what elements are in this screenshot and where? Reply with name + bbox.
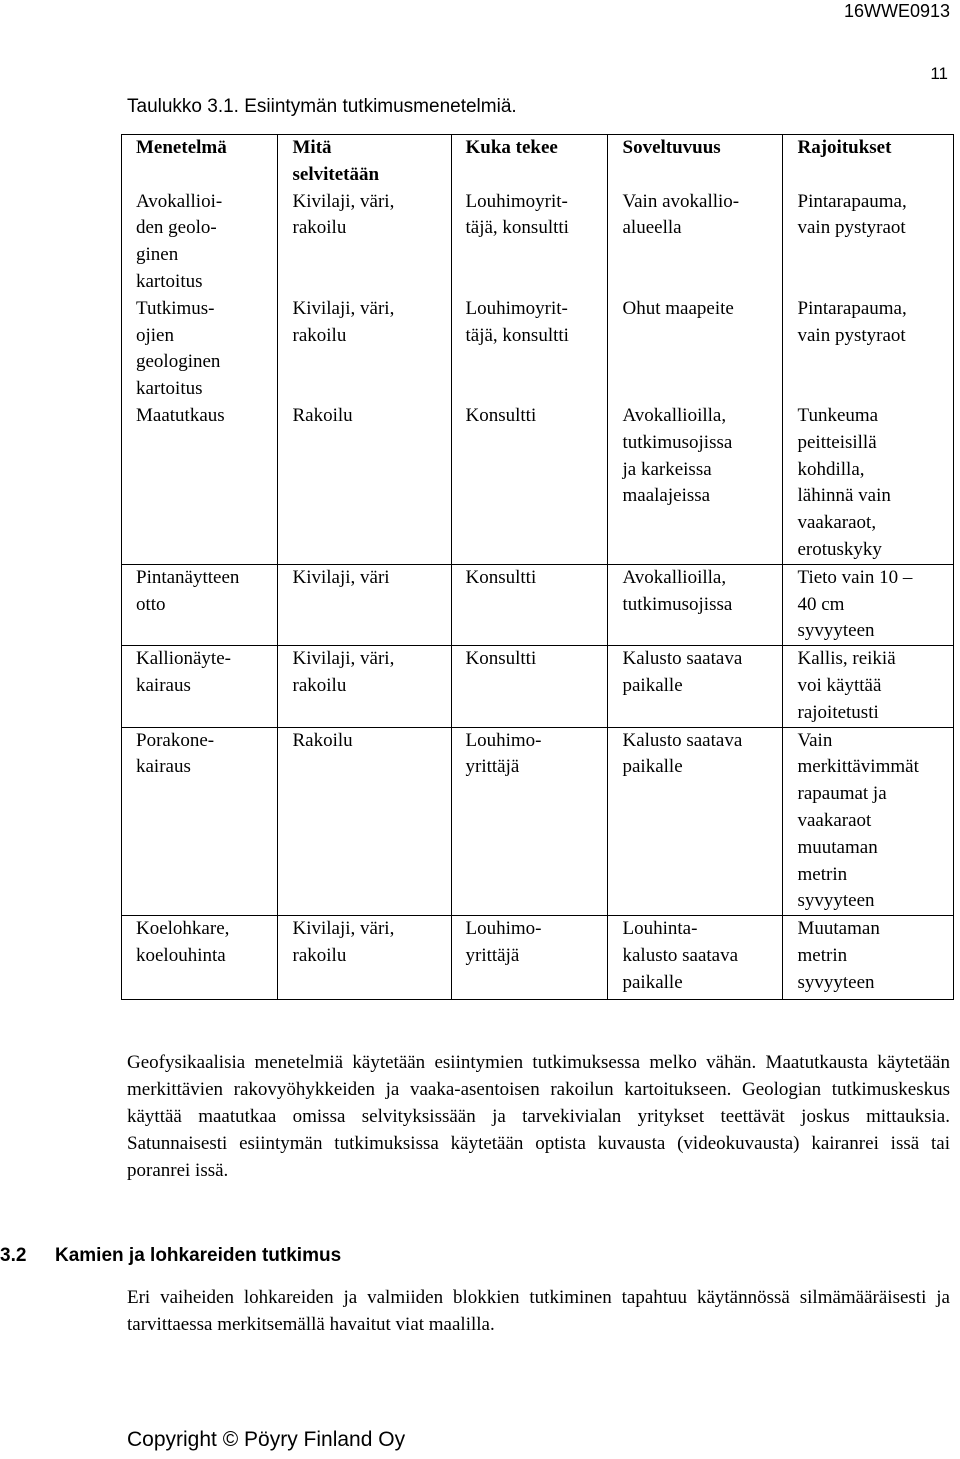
table-body	[122, 189, 954, 999]
table-cell: Kivilaji, väri, rakoilu	[292, 918, 395, 966]
table-row	[122, 189, 954, 296]
table-row	[122, 646, 954, 727]
table-cell: Pintarapauma, vain pystyraot	[797, 190, 907, 239]
table-cell: Kalusto saatava paikalle	[609, 727, 784, 916]
page-number: 11	[930, 64, 948, 83]
table-caption: Taulukko 3.1. Esiintymän tutkimusmenetelmiä.	[127, 96, 517, 117]
column-divider	[451, 134, 452, 999]
body-paragraph-geophysics: Geofysikaalisia menetelmiä käytetään esiintymien tutkimuksessa melko vähän. Maatutkausta käytetään merkittävien rakovyöhykkeiden ja vaaka-asentoisen rakoilun kartoitukseen. Geologian tutkimuskeskus käyttää maatutkaa omissa selvityksissään ja tarvekivialan yritykset teettävät joskus mittauksia. Satunnaisesti esiintymän tutkimuksissa käytetään optista kuvausta (videokuvausta) kairanrei issä tai poranrei issä.	[127, 1052, 950, 1181]
table-cell: Vain merkittävimmät rapaumat ja vaakaraot muutaman metrin syvyyteen	[784, 727, 954, 916]
table-cell: Konsultti	[452, 646, 609, 727]
table-cell: Pintanäytteen otto	[122, 564, 279, 645]
table-cell: Ohut maapeite	[622, 297, 734, 319]
section-heading	[0, 1245, 341, 1267]
column-header: Menetelmä	[136, 137, 227, 158]
table-cell: Tutkimus- ojien geologinen kartoitus	[136, 297, 221, 400]
body-paragraph-blocks: Eri vaiheiden lohkareiden ja valmiiden blokkien tutkiminen tapahtuu käytännössä silmämääräisesti ja tarvittaessa merkitsemällä havaitut viat maalilla.	[127, 1287, 950, 1335]
table-cell: Kallionäyte- kairaus	[122, 646, 279, 727]
table-cell: Tieto vain 10 – 40 cm syvyyteen	[784, 564, 954, 645]
table-cell: Konsultti	[452, 564, 609, 645]
table-header-row	[122, 135, 954, 189]
column-header: Rajoitukset	[797, 137, 892, 158]
table-cell: Kallis, reikiä voi käyttää rajoitetusti	[784, 646, 954, 727]
table-cell: Konsultti	[452, 403, 609, 564]
table-row	[122, 564, 954, 645]
table-cell: Avokallioi- den geolo- ginen kartoitus	[136, 190, 223, 292]
table-cell: Maatutkaus	[122, 403, 279, 564]
table-cell: Tunkeuma peitteisillä kohdilla, lähinnä vain vaakaraot, erotuskyky	[784, 403, 954, 564]
column-divider	[277, 134, 278, 999]
table-cell: Kivilaji, väri, rakoilu	[292, 190, 395, 239]
table-row	[122, 916, 954, 999]
column-header: Soveltuvuus	[622, 137, 721, 158]
table-row	[122, 403, 954, 564]
table-cell: Rakoilu	[279, 727, 452, 916]
column-divider	[782, 134, 783, 999]
table-cell: Louhimo- yrittäjä	[465, 918, 542, 966]
section-title: Kamien ja lohkareiden tutkimus	[55, 1245, 342, 1266]
table-cell: Kalusto saatava paikalle	[609, 646, 784, 727]
column-divider	[607, 134, 608, 999]
table-cell: Louhimo- yrittäjä	[452, 727, 609, 916]
table-cell: Louhimoyrit- täjä, konsultti	[465, 297, 569, 346]
table-cell: Kivilaji, väri, rakoilu	[292, 297, 395, 346]
document-id: 16WWE0913	[843, 1, 950, 21]
table-cell: Koelohkare, koelouhinta	[136, 918, 230, 966]
table-row	[122, 727, 954, 916]
table-cell: Avokallioilla, tutkimusojissa	[609, 564, 784, 645]
research-methods-table	[121, 134, 954, 1000]
table-row	[122, 296, 954, 403]
table-cell: Pintarapauma, vain pystyraot	[797, 297, 907, 346]
section-number: 3.2	[0, 1245, 27, 1266]
table-cell: Porakone- kairaus	[122, 727, 279, 916]
table-cell: Rakoilu	[279, 403, 452, 564]
footer-copyright: Copyright © Pöyry Finland Oy	[127, 1428, 406, 1451]
table-cell: Kivilaji, väri, rakoilu	[279, 646, 452, 727]
table-cell: Louhimoyrit- täjä, konsultti	[465, 190, 569, 239]
table-cell: Kivilaji, väri	[279, 564, 452, 645]
column-header: Kuka tekee	[465, 137, 558, 158]
table-cell: Muutaman metrin syvyyteen	[797, 918, 880, 993]
table-cell: Louhinta- kalusto saatava paikalle	[622, 918, 739, 993]
table-cell: Vain avokallio- alueella	[622, 190, 740, 239]
column-header: Mitä selvitetään	[292, 137, 380, 185]
table-cell: Avokallioilla, tutkimusojissa ja karkeissa maalajeissa	[609, 403, 784, 564]
